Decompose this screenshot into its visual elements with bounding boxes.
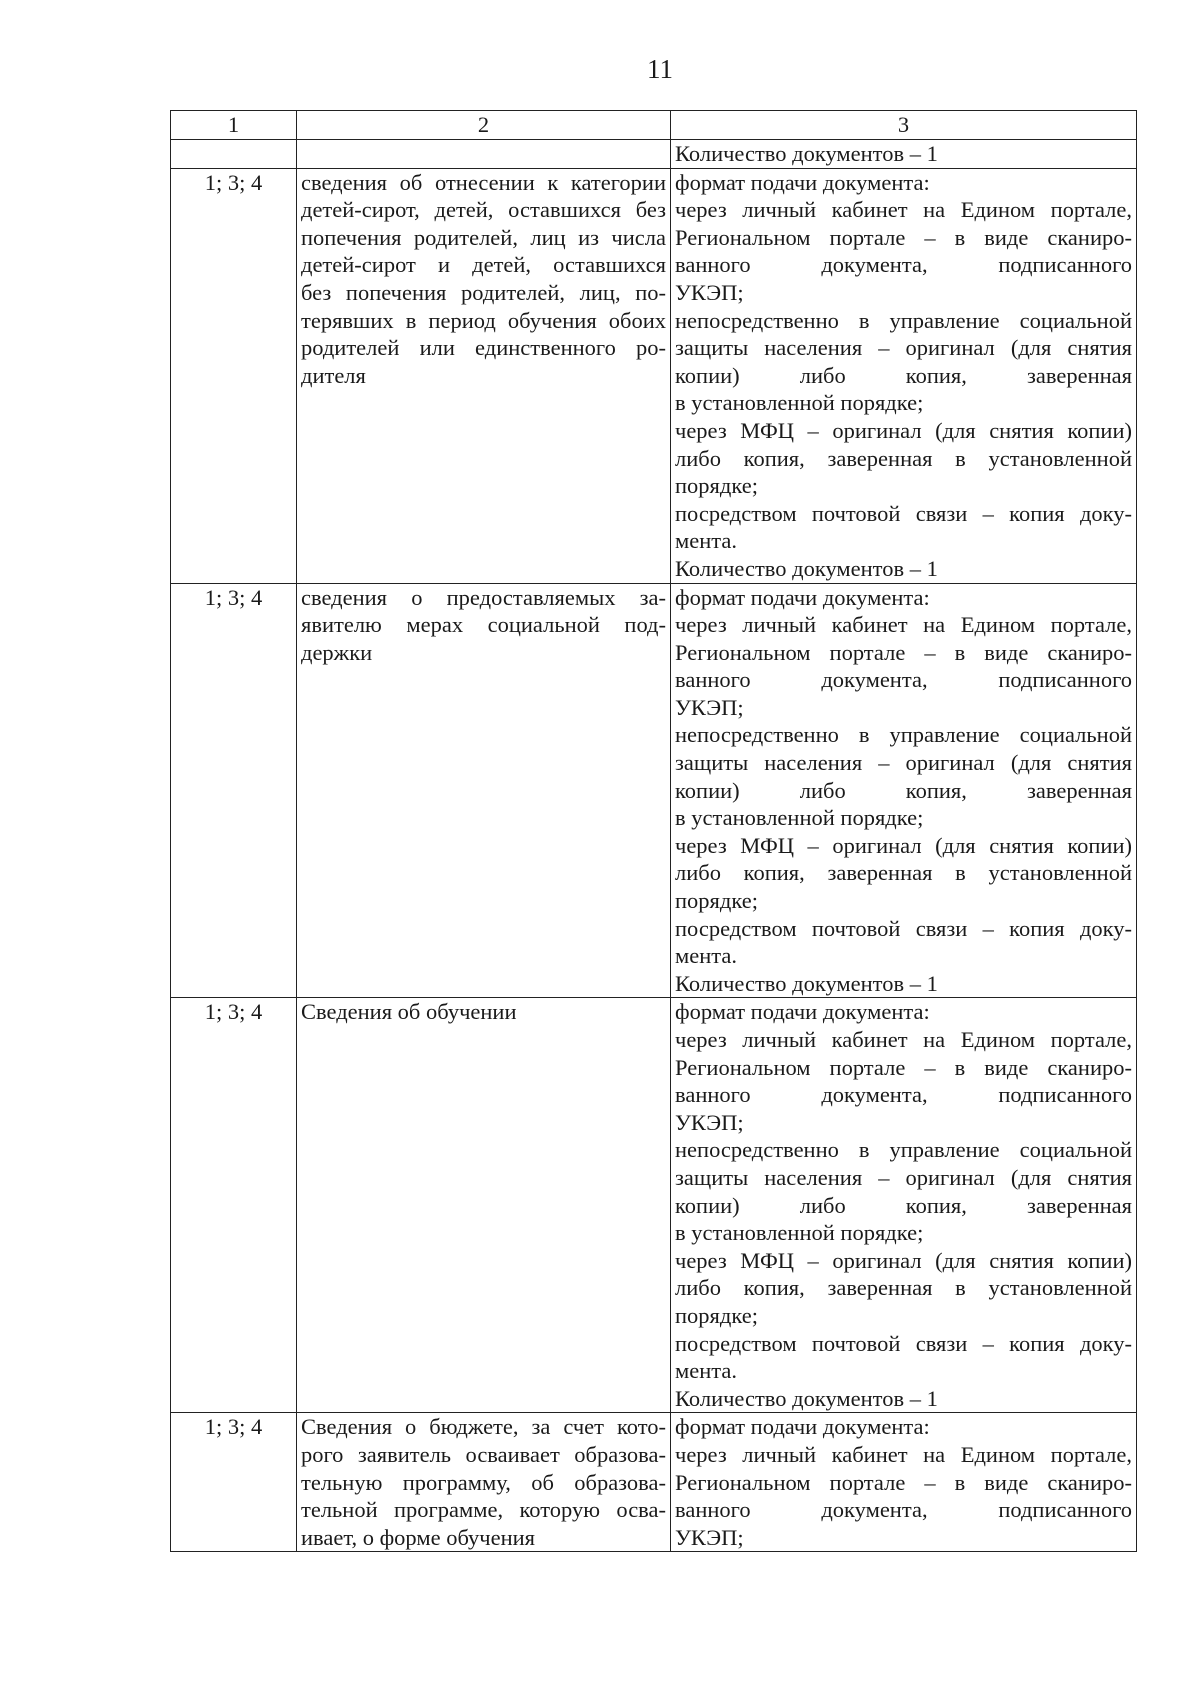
- header-cell: 3: [671, 111, 1137, 140]
- format-line: посредством почтовой связи – копия доку-: [675, 500, 1132, 526]
- format-line: посредством почтовой связи – копия доку-: [675, 915, 1132, 941]
- description-line: Сведения об обучении: [301, 999, 517, 1025]
- format-line: через МФЦ – оригинал (для снятия копии): [675, 832, 1132, 858]
- row-codes: 1; 3; 4: [171, 583, 297, 998]
- format-line: через личный кабинет на Едином портале,: [675, 612, 1132, 638]
- description-line: родителей или единственного ро-: [301, 335, 666, 361]
- header-cell: 1: [171, 111, 297, 140]
- format-line: непосредственно в управление социальной: [675, 722, 1132, 748]
- format-line: непосредственно в управление социальной: [675, 1137, 1132, 1163]
- format-line: порядке;: [675, 1302, 758, 1328]
- document-count: Количество документов – 1: [675, 1385, 938, 1411]
- description-line: попечения родителей, лиц из числа: [301, 224, 666, 250]
- description-line: без попечения родителей, лиц, по-: [301, 279, 666, 305]
- document-count: Количество документов – 1: [671, 140, 1137, 169]
- format-line: формат подачи документа:: [675, 999, 930, 1025]
- format-line: защиты населения – оригинал (для снятия: [675, 1164, 1132, 1190]
- format-line: посредством почтовой связи – копия доку-: [675, 1330, 1132, 1356]
- header-cell: 2: [297, 111, 671, 140]
- description-line: детей-сирот, детей, оставшихся без: [301, 197, 666, 223]
- format-line: мента.: [675, 528, 737, 554]
- format-line: в установленной порядке;: [675, 805, 924, 831]
- format-line: через личный кабинет на Едином портале,: [675, 1027, 1132, 1052]
- format-line: либо копия, заверенная в установленной: [675, 445, 1132, 471]
- format-line: либо копия, заверенная в установленной: [675, 860, 1132, 886]
- format-line: Региональном портале – в виде сканиро-: [675, 224, 1132, 250]
- format-line: формат подачи документа:: [675, 584, 930, 610]
- format-line: Региональном портале – в виде сканиро-: [675, 1054, 1132, 1080]
- description-line: сведения о предоставляемых за-: [301, 584, 666, 610]
- format-line: ванного документа, подписанного: [675, 667, 1132, 693]
- table-row: [171, 168, 1137, 583]
- format-line: УКЭП;: [675, 1524, 744, 1550]
- format-line: мента.: [675, 1358, 737, 1384]
- format-line: формат подачи документа:: [675, 1414, 930, 1440]
- carry-over-row: [171, 140, 1137, 169]
- document-description: [297, 583, 671, 998]
- format-line: непосредственно в управление социальной: [675, 307, 1132, 333]
- submission-format: [671, 1413, 1137, 1552]
- format-line: через МФЦ – оригинал (для снятия копии): [675, 1247, 1132, 1273]
- description-line: тельной программе, которую осва-: [301, 1497, 666, 1523]
- submission-format: [671, 998, 1137, 1413]
- requirements-table: [170, 110, 1137, 1552]
- description-line: Сведения о бюджете, за счет кото-: [301, 1414, 666, 1440]
- format-line: через МФЦ – оригинал (для снятия копии): [675, 417, 1132, 443]
- empty-cell: [171, 140, 297, 169]
- format-line: Региональном портале – в виде сканиро-: [675, 639, 1132, 665]
- document-count: Количество документов – 1: [675, 970, 938, 996]
- format-line: ванного документа, подписанного: [675, 252, 1132, 278]
- table-row: [171, 1413, 1137, 1552]
- format-line: порядке;: [675, 888, 758, 914]
- document-description: [297, 1413, 671, 1552]
- format-line: УКЭП;: [675, 1109, 744, 1135]
- description-line: терявших в период обучения обоих: [301, 307, 666, 333]
- format-line: УКЭП;: [675, 694, 744, 720]
- page-number: 11: [647, 54, 673, 84]
- format-line: мента.: [675, 943, 737, 969]
- table-row: [171, 583, 1137, 998]
- format-line: формат подачи документа:: [675, 169, 930, 195]
- description-line: держки: [301, 639, 373, 665]
- description-line: ивает, о форме обучения: [301, 1524, 536, 1550]
- format-line: Региональном портале – в виде сканиро-: [675, 1469, 1132, 1495]
- format-line: ванного документа, подписанного: [675, 1082, 1132, 1108]
- document-count: Количество документов – 1: [675, 555, 938, 581]
- format-line: защиты населения – оригинал (для снятия: [675, 335, 1132, 361]
- format-line: ванного документа, подписанного: [675, 1497, 1132, 1523]
- description-line: дителя: [301, 362, 366, 388]
- table-row: [171, 998, 1137, 1413]
- header-row: [171, 111, 1137, 140]
- format-line: в установленной порядке;: [675, 1220, 924, 1246]
- document-description: [297, 168, 671, 583]
- row-codes: 1; 3; 4: [171, 1413, 297, 1552]
- description-line: сведения об отнесении к категории: [301, 169, 666, 195]
- row-codes: 1; 3; 4: [171, 998, 297, 1413]
- format-line: через личный кабинет на Едином портале,: [675, 1441, 1132, 1467]
- submission-format: [671, 168, 1137, 583]
- empty-cell: [297, 140, 671, 169]
- description-line: детей-сирот и детей, оставшихся: [301, 252, 666, 278]
- format-line: копии) либо копия, заверенная: [675, 362, 1132, 388]
- format-line: через личный кабинет на Едином портале,: [675, 197, 1132, 223]
- format-line: либо копия, заверенная в установленной: [675, 1275, 1132, 1301]
- description-line: тельную программу, об образова-: [301, 1469, 666, 1495]
- format-line: в установленной порядке;: [675, 390, 924, 416]
- format-line: УКЭП;: [675, 279, 744, 305]
- submission-format: [671, 583, 1137, 998]
- format-line: копии) либо копия, заверенная: [675, 777, 1132, 803]
- format-line: копии) либо копия, заверенная: [675, 1192, 1132, 1218]
- description-line: явителю мерах социальной под-: [301, 612, 666, 638]
- format-line: порядке;: [675, 473, 758, 499]
- row-codes: 1; 3; 4: [171, 168, 297, 583]
- format-line: защиты населения – оригинал (для снятия: [675, 750, 1132, 776]
- document-description: [297, 998, 671, 1413]
- description-line: рого заявитель осваивает образова-: [301, 1441, 666, 1467]
